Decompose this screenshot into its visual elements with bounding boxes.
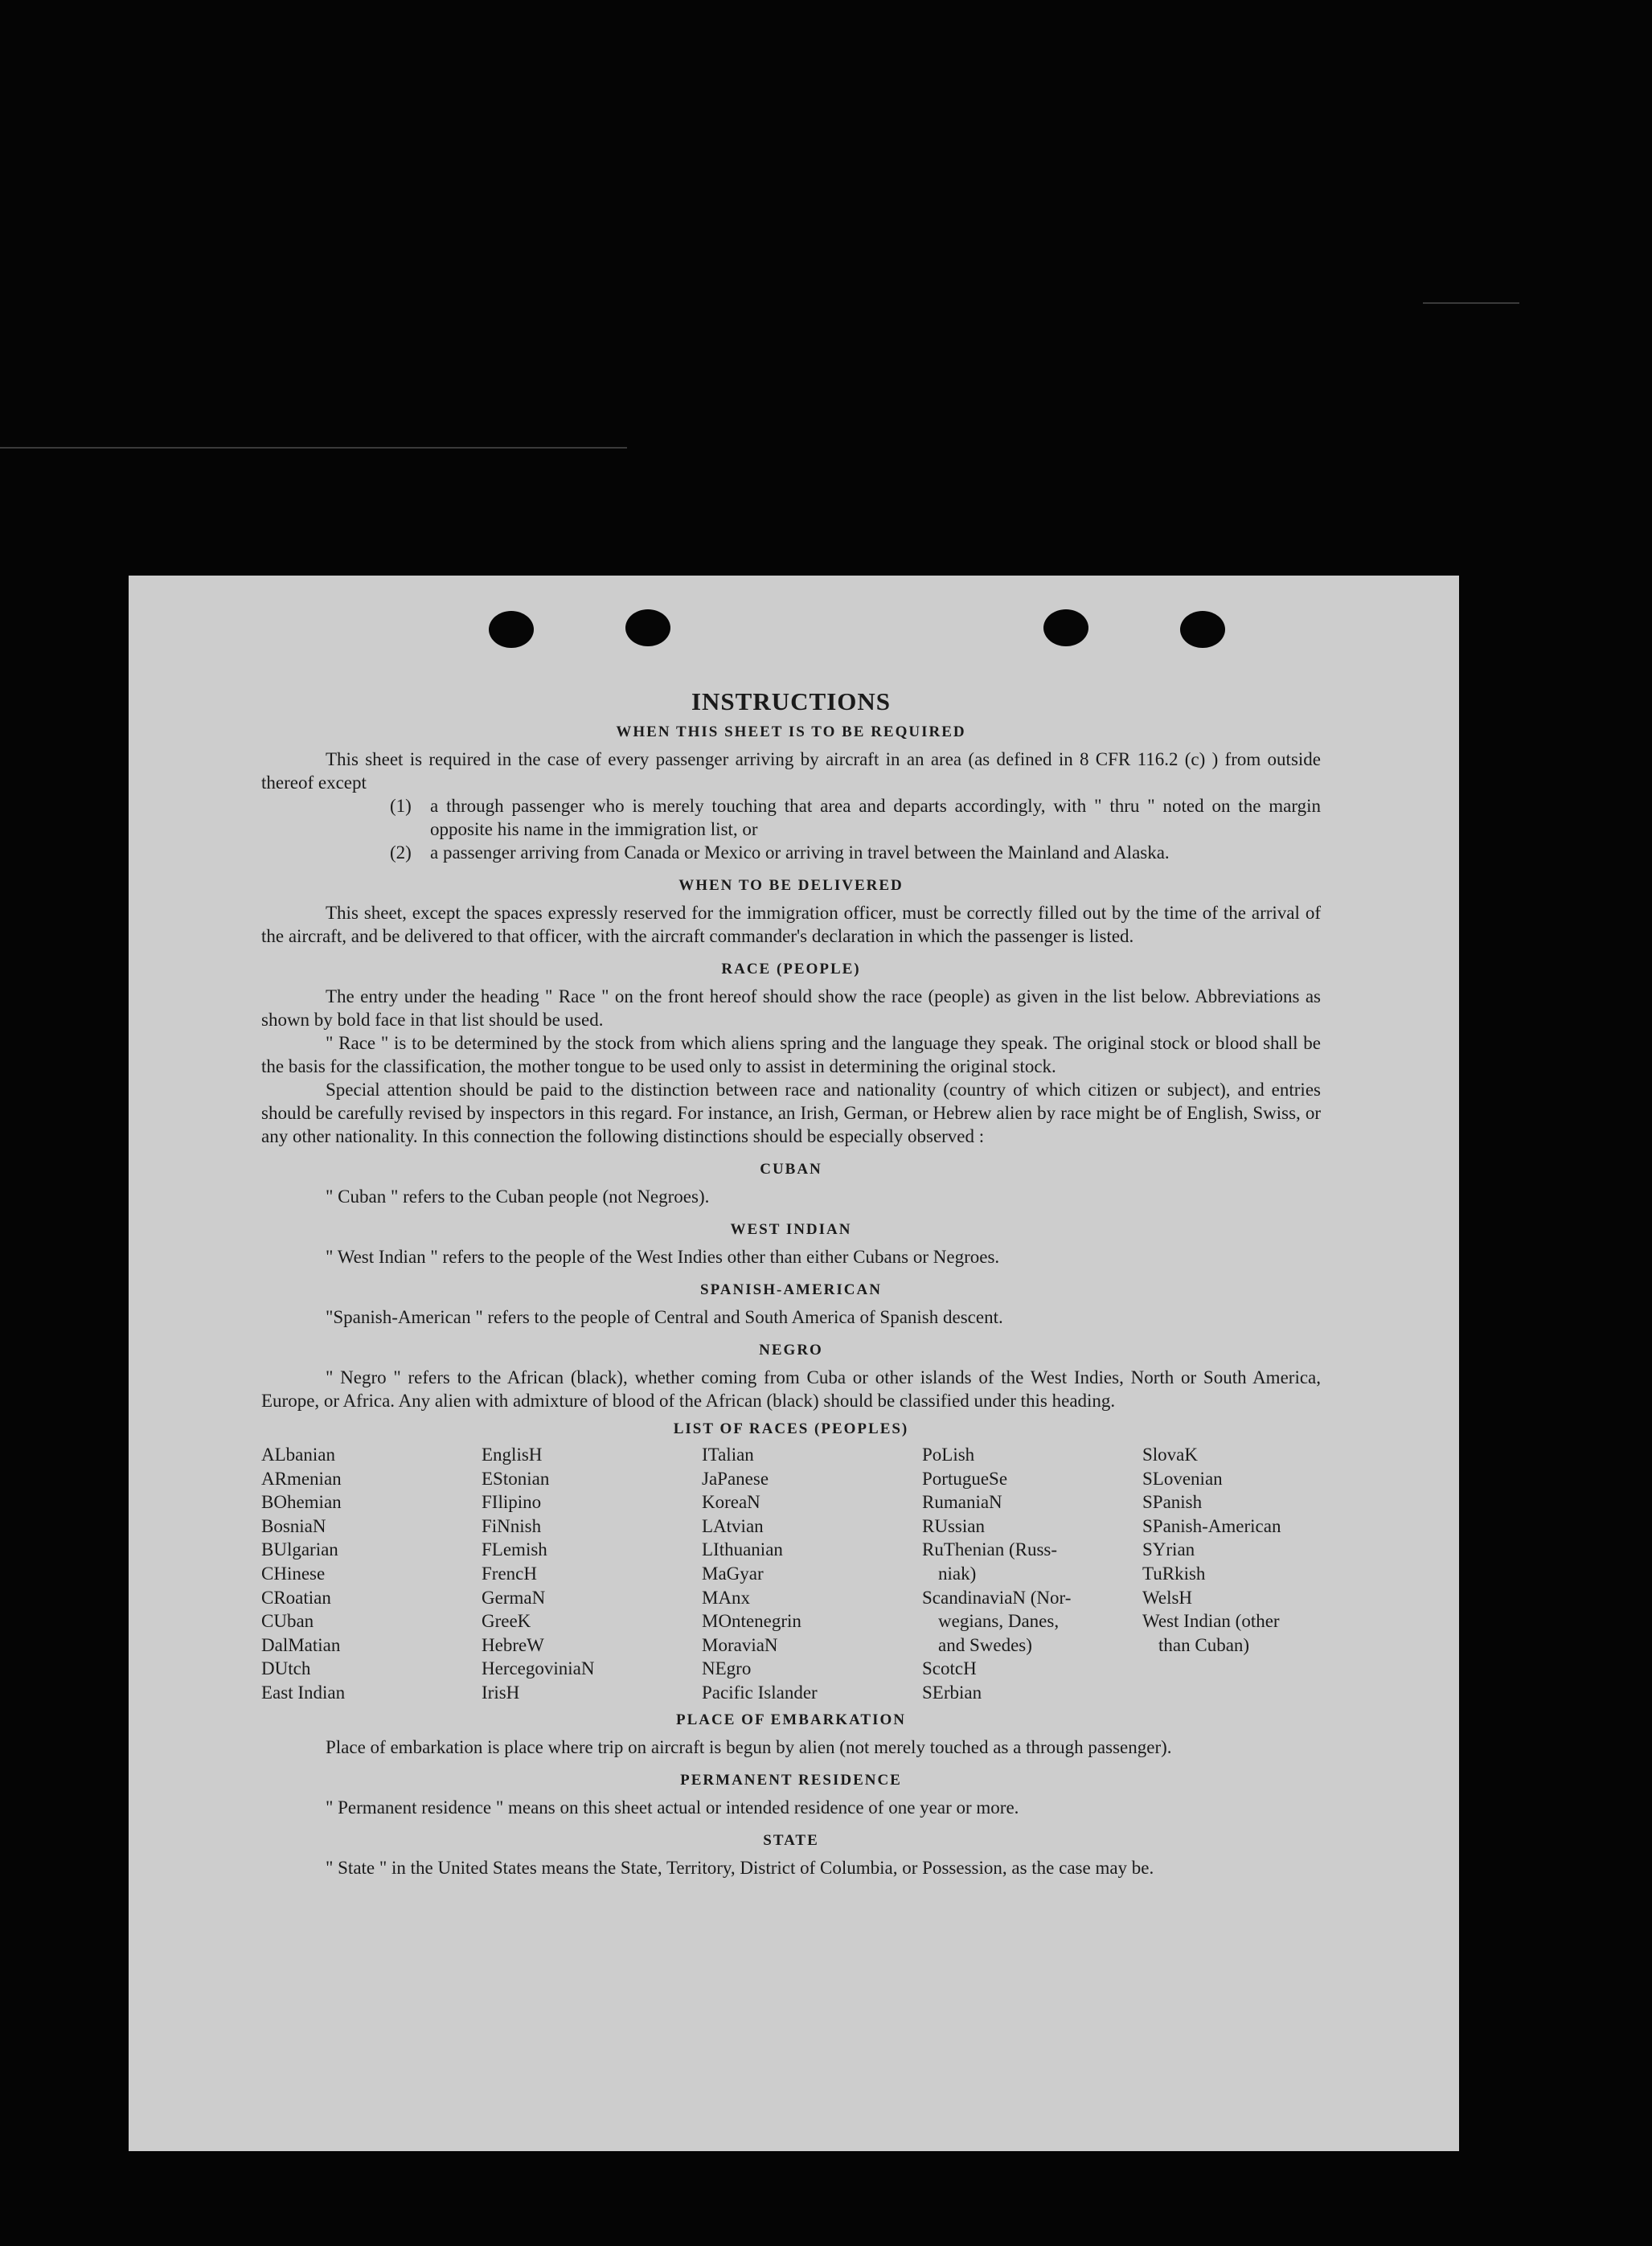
- races-column: [922, 1443, 1142, 1705]
- embarkation-text: Place of embarkation is place where trip on aircraft is begun by alien (not merely touched as a through passenger).: [326, 1736, 1172, 1757]
- race-entry: East Indian: [261, 1682, 346, 1703]
- west-indian-text: " West Indian " refers to the people of the West Indies other than either Cubans or Negroes.: [326, 1247, 1000, 1267]
- binder-hole: [1180, 611, 1225, 648]
- section-heading-embarkation: PLACE OF EMBARKATION: [676, 1711, 906, 1728]
- race-entry: RUssian: [922, 1515, 985, 1536]
- race-entry: FLemish: [482, 1539, 547, 1560]
- section-heading-negro: NEGRO: [759, 1342, 823, 1359]
- negro-text: " Negro " refers to the African (black), whether coming from Cuba or other islands of the West Indies, North or South America, Europe, or Africa. Any alien with admixture of blood of the African (black) should be classified under this heading.: [261, 1367, 1321, 1411]
- exception-number: (2): [390, 842, 412, 863]
- section-heading-cuban: CUBAN: [760, 1161, 822, 1178]
- race-entry: SYrian: [1142, 1539, 1195, 1560]
- race-entry: EStonian: [482, 1468, 550, 1489]
- section-heading-race: RACE (PEOPLE): [721, 961, 861, 978]
- race-entry-continuation: and Swedes): [938, 1634, 1032, 1655]
- race-entry: KoreaN: [702, 1492, 760, 1513]
- race-entry: NEgro: [702, 1658, 752, 1679]
- race-entry: SLovenian: [1142, 1468, 1223, 1489]
- race-paragraph-2: " Race " is to be determined by the stock from which aliens spring and the language they speak. The original stock or blood shall be the basis for the classification, the mother tongue to be used only to assist in determining the original stock.: [261, 1033, 1321, 1076]
- race-entry: Pacific Islander: [702, 1682, 818, 1703]
- races-column: [261, 1443, 482, 1705]
- race-entry: HercegoviniaN: [482, 1658, 595, 1679]
- binder-hole: [1043, 609, 1088, 646]
- race-entry: MoraviaN: [702, 1634, 778, 1655]
- race-entry: ITalian: [702, 1445, 754, 1465]
- exception-number: (1): [390, 796, 412, 816]
- race-entry-continuation: than Cuban): [1158, 1634, 1250, 1655]
- section-heading-west-indian: WEST INDIAN: [730, 1221, 852, 1238]
- races-column: [702, 1443, 922, 1705]
- race-entry: SlovaK: [1142, 1445, 1198, 1465]
- permanent-residence-text: " Permanent residence " means on this sheet actual or intended residence of one year or more.: [326, 1797, 1019, 1818]
- exception-text: a through passenger who is merely touching that area and departs accordingly, with " thru " noted on the margin opposite his name in the immigration list, or: [430, 796, 1321, 839]
- cuban-text: " Cuban " refers to the Cuban people (not Negroes).: [326, 1187, 710, 1207]
- race-entry: HebreW: [482, 1634, 544, 1655]
- when-delivered-text: This sheet, except the spaces expressly reserved for the immigration officer, must be correctly filled out by the time of the arrival of the aircraft, and be delivered to that officer, with the aircraft commander's declaration in which the passenger is listed.: [261, 903, 1321, 946]
- race-entry: WelsH: [1142, 1587, 1193, 1608]
- race-entry: FIlipino: [482, 1492, 542, 1513]
- race-entry: SPanish: [1142, 1492, 1203, 1513]
- section-heading-permanent-residence: PERMANENT RESIDENCE: [680, 1771, 902, 1789]
- spanish-american-text: "Spanish-American " refers to the people of Central and South America of Spanish descent.: [326, 1307, 1003, 1327]
- section-heading-when-required: WHEN THIS SHEET IS TO BE REQUIRED: [616, 723, 966, 740]
- race-entry: RumaniaN: [922, 1492, 1002, 1513]
- race-entry: LIthuanian: [702, 1539, 783, 1560]
- section-heading-spanish-american: SPANISH-AMERICAN: [700, 1281, 882, 1298]
- race-entry: ARmenian: [261, 1468, 342, 1489]
- section-heading-when-delivered: WHEN TO BE DELIVERED: [678, 877, 904, 894]
- race-entry: FrencH: [482, 1563, 537, 1584]
- race-entry: West Indian (other: [1142, 1611, 1280, 1632]
- instructions-body: [261, 687, 1321, 1879]
- exception-item: [390, 794, 1321, 841]
- section-heading-races-list: LIST OF RACES (PEOPLES): [673, 1420, 909, 1437]
- race-entry: SPanish-American: [1142, 1515, 1281, 1536]
- binder-hole: [625, 609, 670, 646]
- race-entry: CRoatian: [261, 1587, 331, 1608]
- race-entry: GreeK: [482, 1611, 531, 1632]
- race-paragraph-3: Special attention should be paid to the distinction between race and nationality (country of which citizen or subject), and entries should be carefully revised by inspectors in this regard. For instance, an Irish, German, or Hebrew alien by race might be of English, Swiss, or any other nationality. In this connection the following distinctions should be especially observed :: [261, 1080, 1321, 1146]
- race-entry: DalMatian: [261, 1634, 341, 1655]
- state-text: " State " in the United States means the State, Territory, District of Columbia, or Possession, as the case may be.: [326, 1857, 1154, 1878]
- race-entry: ScotcH: [922, 1658, 977, 1679]
- race-entry: SErbian: [922, 1682, 982, 1703]
- race-entry: ALbanian: [261, 1445, 335, 1465]
- instruction-sheet: [129, 576, 1459, 2151]
- page-title: INSTRUCTIONS: [691, 687, 891, 715]
- races-table: [261, 1443, 1321, 1705]
- when-required-intro: This sheet is required in the case of every passenger arriving by aircraft in an area (as defined in 8 CFR 116.2 (c) ) from outside thereof except: [261, 749, 1321, 793]
- race-entry: MOntenegrin: [702, 1611, 801, 1632]
- race-entry: CUban: [261, 1611, 314, 1632]
- races-column: [1142, 1443, 1321, 1705]
- race-entry: EnglisH: [482, 1445, 543, 1465]
- race-entry: MAnx: [702, 1587, 751, 1608]
- race-entry: PortugueSe: [922, 1468, 1008, 1489]
- race-entry: BosniaN: [261, 1515, 326, 1536]
- race-entry: ScandinaviaN (Nor-: [922, 1587, 1072, 1608]
- scan-artifact-line: [0, 447, 627, 449]
- race-entry: IrisH: [482, 1682, 520, 1703]
- race-entry: BUlgarian: [261, 1539, 338, 1560]
- race-entry: PoLish: [922, 1445, 975, 1465]
- scan-artifact-line: [1423, 302, 1519, 304]
- race-entry: BOhemian: [261, 1492, 342, 1513]
- race-entry: LAtvian: [702, 1515, 764, 1536]
- race-paragraph-1: The entry under the heading " Race " on the front hereof should show the race (people) as given in the list below. Abbreviations as shown by bold face in that list should be used.: [261, 986, 1321, 1030]
- race-entry: GermaN: [482, 1587, 546, 1608]
- race-entry: DUtch: [261, 1658, 311, 1679]
- race-entry: CHinese: [261, 1563, 326, 1584]
- section-heading-state: STATE: [763, 1831, 819, 1849]
- binder-hole: [489, 611, 534, 648]
- exception-item: [390, 841, 1321, 864]
- race-entry: MaGyar: [702, 1563, 764, 1584]
- race-entry-continuation: wegians, Danes,: [938, 1611, 1060, 1632]
- race-entry: TuRkish: [1142, 1563, 1206, 1584]
- race-entry: RuThenian (Russ-: [922, 1539, 1058, 1560]
- exception-text: a passenger arriving from Canada or Mexico or arriving in travel between the Mainland and Alaska.: [430, 842, 1170, 863]
- races-column: [482, 1443, 702, 1705]
- race-entry: FiNnish: [482, 1515, 542, 1536]
- race-entry-continuation: niak): [938, 1563, 977, 1584]
- race-entry: JaPanese: [702, 1468, 769, 1489]
